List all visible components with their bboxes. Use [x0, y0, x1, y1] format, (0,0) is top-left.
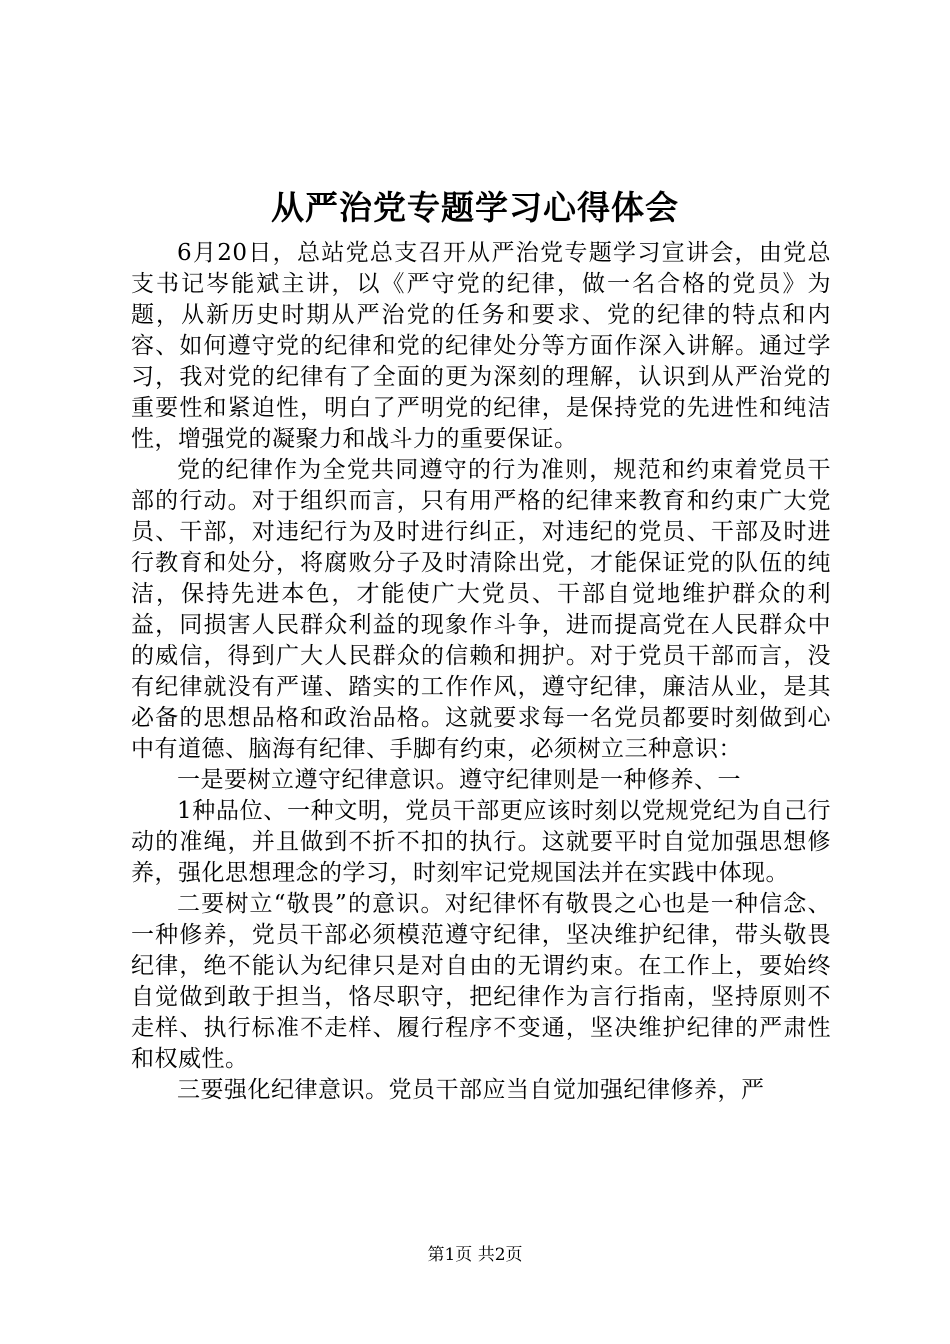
paragraph-2: 党的纪律作为全党共同遵守的行为准则，规范和约束着党员干部的行动。对于组织而言，只有用严格的纪律来教育和约束广大党员、干部，对违纪行为及时进行纠正，对违纪的党员、干部及时进行教育和处分，将腐败分子及时清除出党，才能保证党的队伍的纯洁，保持先进本色，才能使广大党员、干部自觉地维护群众的利益，同损害人民群众利益的现象作斗争，进而提高党在人民群众中的威信，得到广大人民群众的信赖和拥护。对于党员干部而言，没有纪律就没有严谨、踏实的工作作风，遵守纪律，廉洁从业，是其必备的思想品格和政治品格。这就要求每一名党员都要时刻做到心中有道德、脑海有纪律、手脚有约束，必须树立三种意识：	[131, 457, 831, 762]
document-title: 从严治党专题学习心得体会	[271, 188, 679, 227]
page-footer: 第1页 共2页	[427, 1245, 523, 1265]
paragraph-6: 三要强化纪律意识。党员干部应当自觉加强纪律修养，严	[177, 1077, 765, 1103]
paragraph-4: 1种品位、一种文明，党员干部更应该时刻以党规党纪为自己行动的准绳，并且做到不折不扣的执行。这就要平时自觉加强思想修养，强化思想理念的学习，时刻牢记党规国法并在实践中体现。	[131, 798, 831, 886]
paragraph-3: 一是要树立遵守纪律意识。遵守纪律则是一种修养、一	[177, 767, 741, 793]
document-body	[131, 238, 831, 1106]
paragraph-1: 6月20日，总站党总支召开从严治党专题学习宣讲会，由党总支书记岑能斌主讲，以《严守党的纪律，做一名合格的党员》为题，从新历史时期从严治党的任务和要求、党的纪律的特点和内容、如何遵守党的纪律和党的纪律处分等方面作深入讲解。通过学习，我对党的纪律有了全面的更为深刻的理解，认识到从严治党的重要性和紧迫性，明白了严明党的纪律，是保持党的先进性和纯洁性，增强党的凝聚力和战斗力的重要保证。	[131, 240, 831, 452]
paragraph-5: 二要树立“敬畏”的意识。对纪律怀有敬畏之心也是一种信念、一种修养，党员干部必须模范遵守纪律，坚决维护纪律，带头敬畏纪律，绝不能认为纪律只是对自由的无谓约束。在工作上，要始终自觉做到敢于担当，恪尽职守，把纪律作为言行指南，坚持原则不走样、执行标准不走样、履行程序不变通，坚决维护纪律的严肃性和权威性。	[131, 891, 831, 1072]
